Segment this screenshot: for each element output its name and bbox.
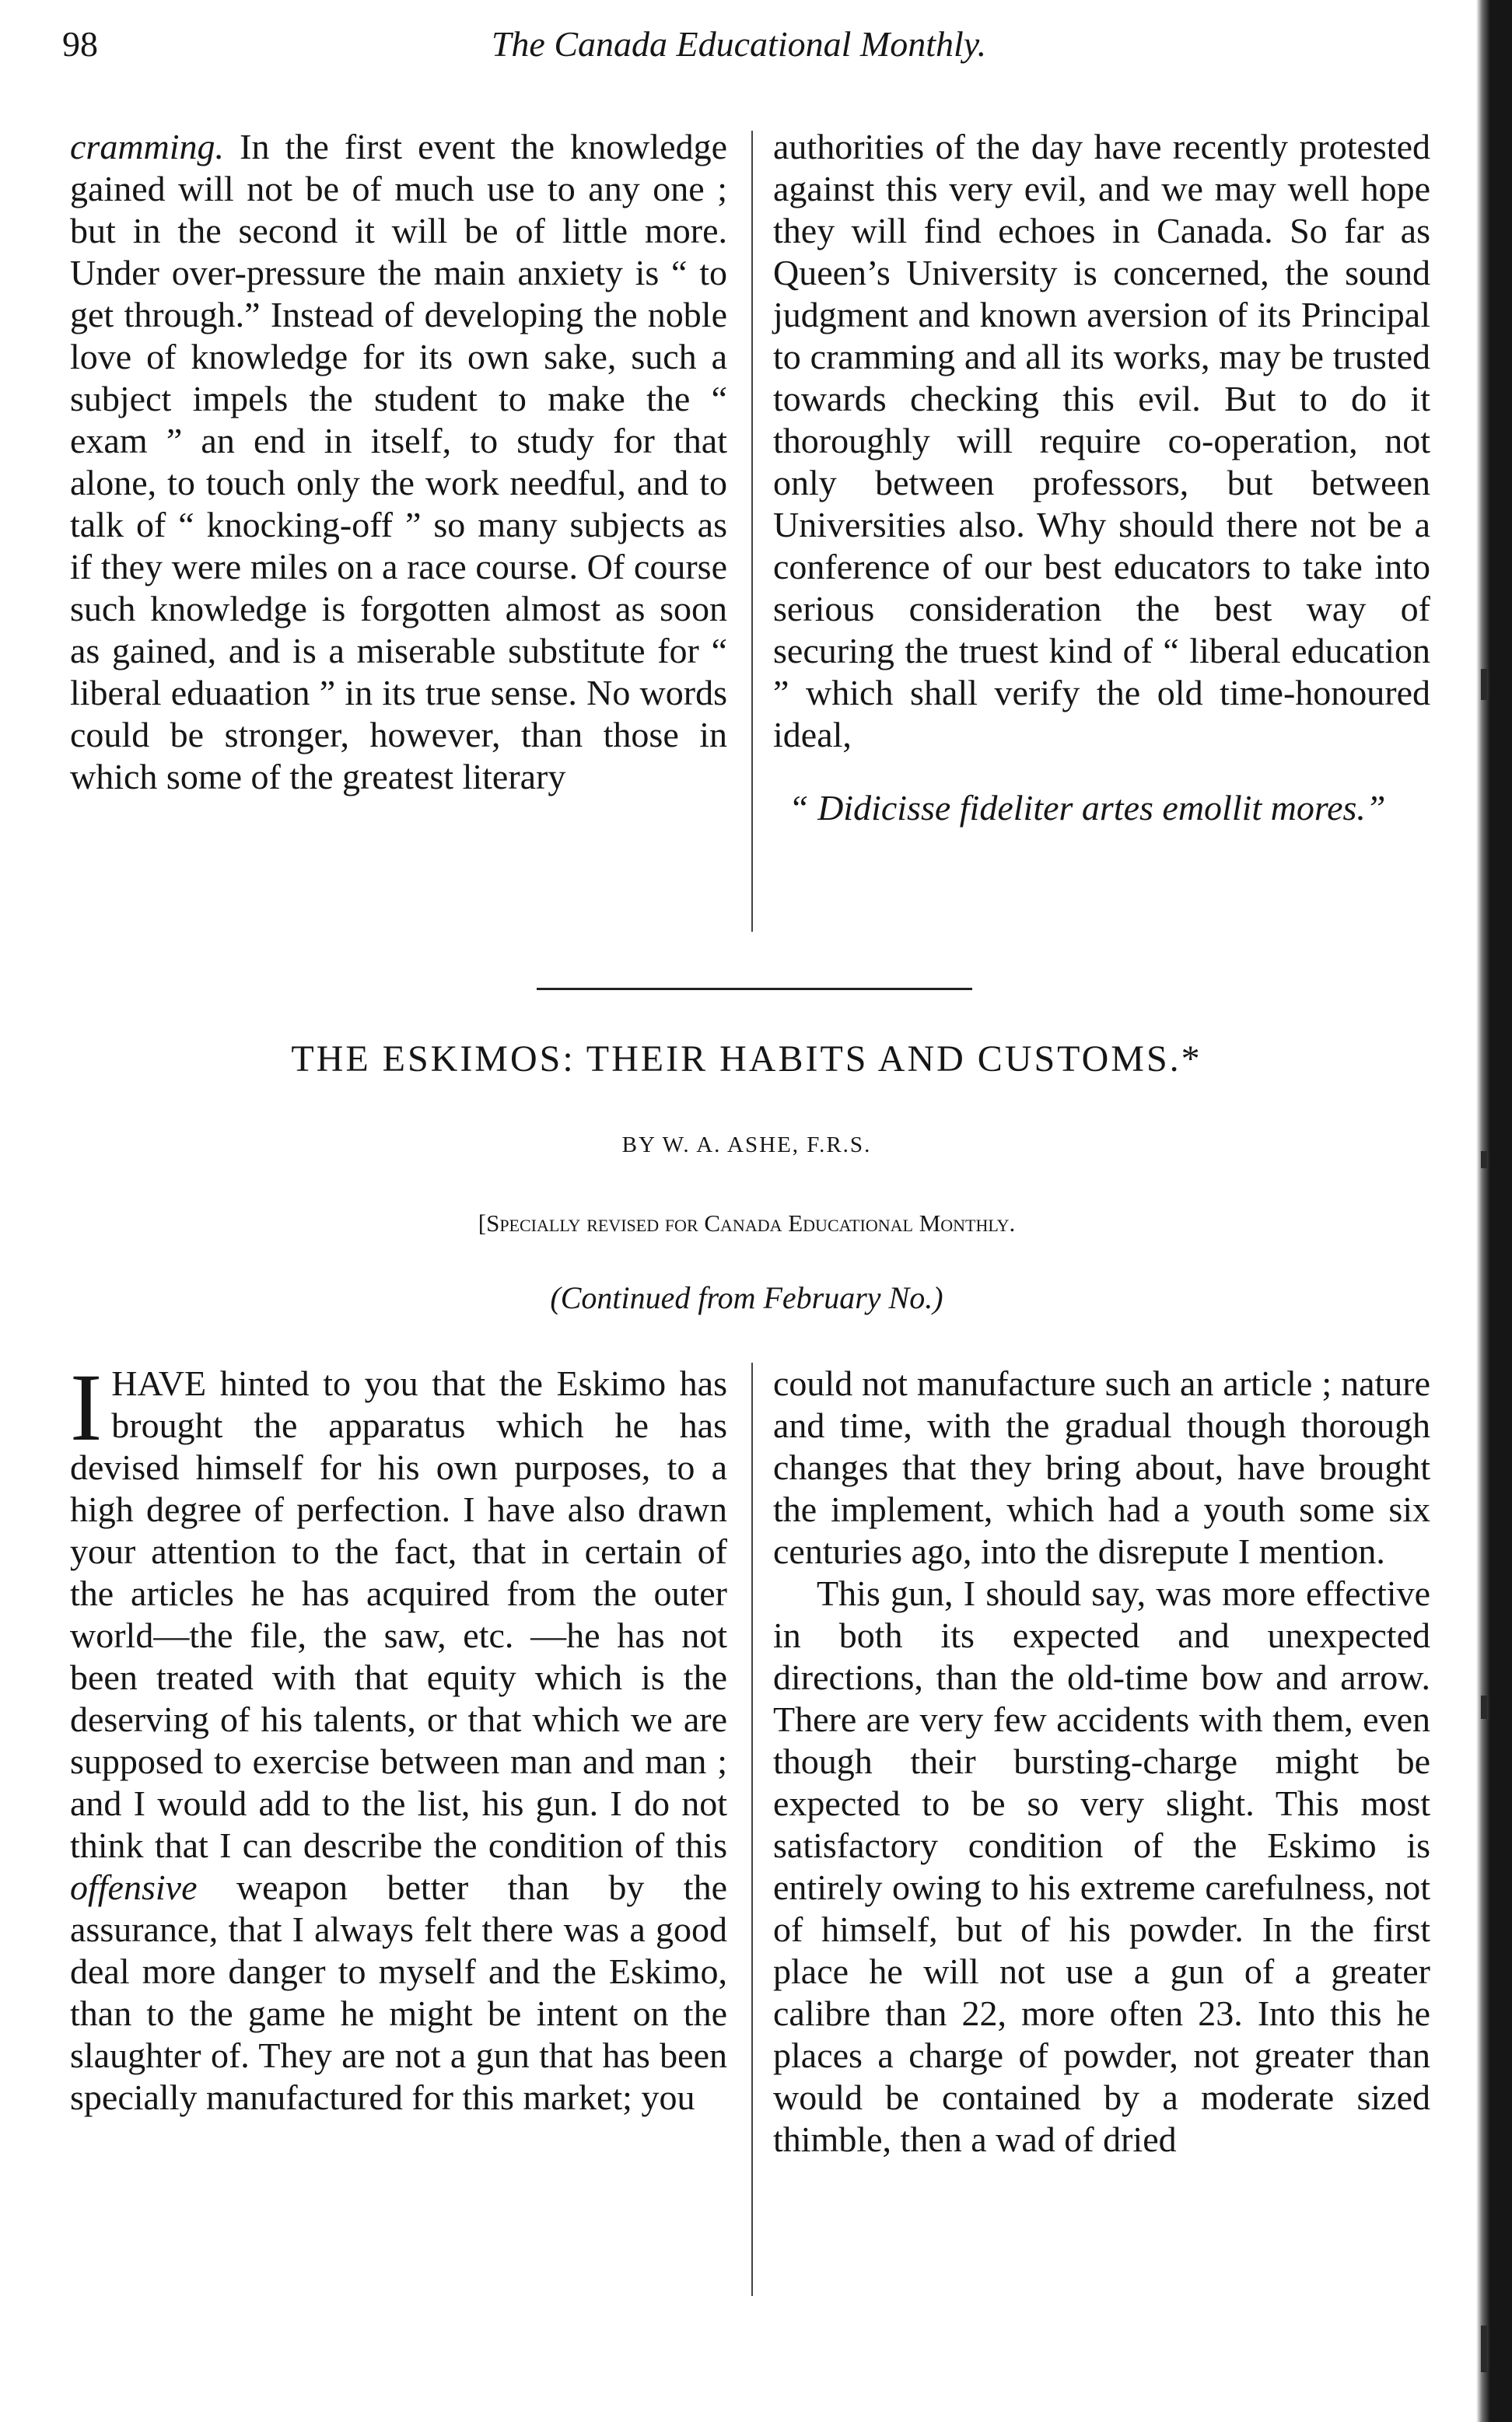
top-left-text: In the first event the knowledge gained will not be of much use to any one ; but in the second it will be of little more. Under over-pressure the main anxiety is “ to get through.” Instead of developing the noble love of knowledge for its own sake, such a subject impels the student to make the “ exam ” an end in itself, to study for that alone, to touch only the work needful, and to talk of “ knocking-off ” so many subjects as if they were miles on a race course. Of course such knowledge is forgotten almost as soon as gained, and is a miserable substitute for “ liberal eduaation ” in its true sense. No words could be stronger, however, than those in which some of the greatest literary: [70, 127, 727, 796]
top-left-column: [70, 126, 727, 798]
article-byline: BY W. A. ASHE, F.R.S.: [621, 1132, 872, 1157]
body-right-para-1: could not manufacture such an article ; nature and time, with the gradual though thorough changes that they bring about, have brought the implement, which had a youth some six centuries ago, into the disrepute I mention.: [773, 1363, 1430, 1571]
revision-note: [Specially revised for Canada Educational Monthly.: [478, 1209, 1016, 1237]
edge-mark: [1481, 669, 1487, 700]
drop-cap: I: [70, 1354, 103, 1461]
edge-mark: [1481, 1696, 1487, 1719]
edge-mark: [1481, 1151, 1487, 1168]
top-right-column: [773, 126, 1430, 829]
column-divider: [751, 1363, 753, 2296]
page-number: 98: [62, 24, 98, 64]
top-right-text: authorities of the day have recently protested against this very evil, and we may well hope they will find echoes in Canada. So far as Queen’s University is concerned, the sound judgment and known aversion of its Principal to cramming and all its works, may be trusted towards checking this evil. But to do it thoroughly will require co-operation, not only between professors, but between Universities also. Why should there not be a conference of our best educators to take into serious consideration the best way of securing the truest kind of “ liberal education ” which shall verify the old time-honoured ideal,: [773, 127, 1430, 754]
latin-quote: “ Didicisse fideliter artes emollit mores.”: [789, 788, 1386, 828]
article-title: THE ESKIMOS: THEIR HABITS AND CUSTOMS.*: [291, 1038, 1202, 1080]
running-title: The Canada Educational Monthly.: [491, 24, 987, 64]
emphasis-word: offensive: [70, 1867, 198, 1907]
body-right-column: [773, 1363, 1430, 2161]
body-left-text: HAVE hinted to you that the Eskimo has brought the apparatus which he has devised himself for his own purposes, to a high degree of perfection. I have also drawn your attention to the fact, that in certain of the articles he has acquired from the outer world—the file, the saw, etc. —he has not been treated with that equity which is the deserving of his talents, or that which we are supposed to exercise between man and man ; and I would add to the list, his gun. I do not think that I can describe the condition of this: [70, 1363, 727, 1865]
continued-note: (Continued from February No.): [550, 1280, 943, 1315]
lead-word: cramming.: [70, 127, 225, 166]
body-left-text-cont: weapon better than by the assurance, that I always felt there was a good deal more danger to myself and the Eskimo, than to the game he might be intent on the slaughter of. They are not a gun that has been specially manufactured for this market; you: [70, 1867, 727, 2117]
column-divider: [751, 131, 753, 932]
edge-mark: [1481, 2326, 1487, 2372]
body-right-para-2: This gun, I should say, was more effective in both its expected and unexpected directions, than the old-time bow and arrow. There are very few accidents with them, even though their bursting-charge might be expected to be so very slight. This most satisfactory condition of the Eskimo is entirely owing to his extreme carefulness, not of himself, but of his powder. In the first place he will not use a gun of a greater calibre than 22, more often 23. Into this he places a charge of powder, not greater than would be contained by a moderate sized thimble, then a wad of dried: [773, 1573, 1430, 2159]
body-left-column: [70, 1354, 727, 2119]
scanned-page-edge: [1476, 0, 1512, 2422]
section-divider: [537, 988, 972, 990]
